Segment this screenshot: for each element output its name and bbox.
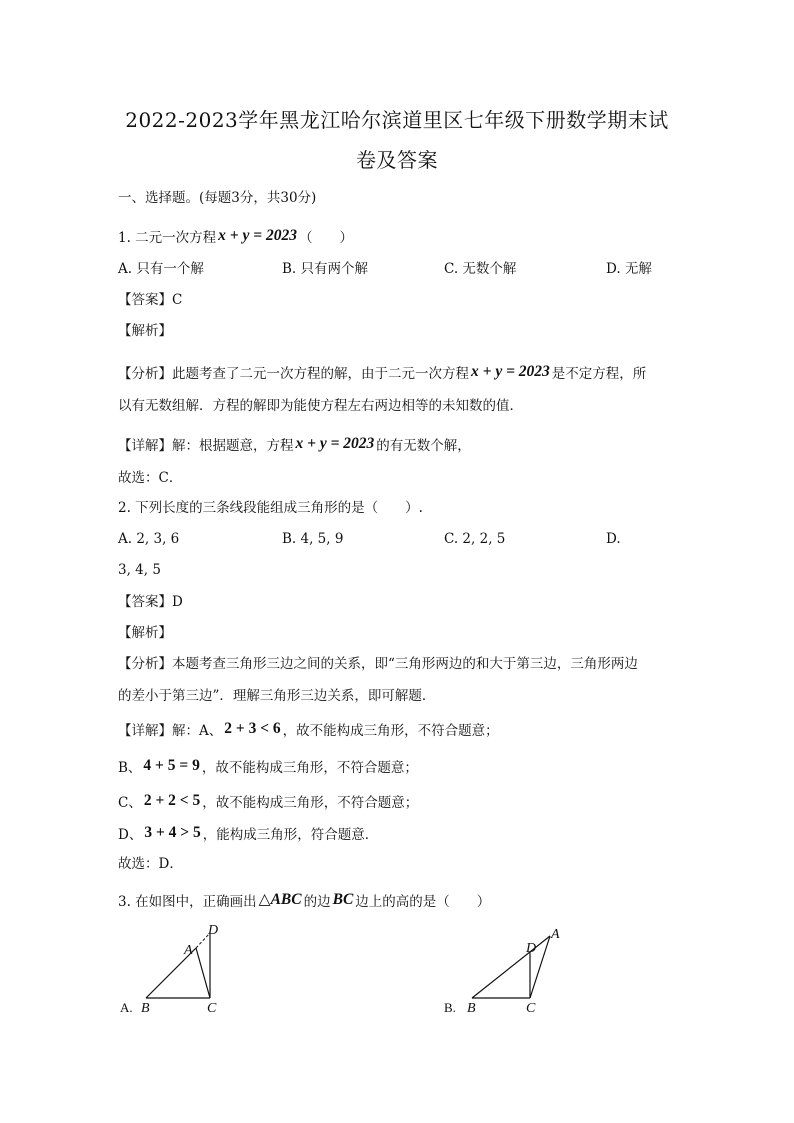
- question-2-detail-b-prefix: B、: [118, 760, 142, 776]
- figure-a-point-d: D: [208, 923, 219, 938]
- figure-a-point-c: C: [207, 1001, 217, 1016]
- question-2-detail-a: [118, 719, 499, 741]
- question-1-detail: [118, 434, 471, 456]
- question-3-stem-b: 的边: [303, 894, 331, 910]
- question-2-fenxi-line-1: 【分析】本题考查三角形三边之间的关系，即“三角形两边的和大于第三边，三角形两边: [118, 656, 638, 672]
- question-2-detail-c-math: 2 + 2 < 5: [143, 792, 201, 809]
- question-3-side: BC: [332, 891, 354, 908]
- question-1-fenxi-text-b: 是不定方程，所: [551, 366, 647, 382]
- figure-a-point-a: A: [184, 943, 193, 958]
- question-1-equation: x + y = 2023: [218, 227, 297, 244]
- question-1-prefix: 1. 二元一次方程: [118, 230, 217, 246]
- question-2-option-b: B. 4, 5, 9: [282, 531, 344, 547]
- question-1-option-d: D. 无解: [606, 261, 652, 277]
- question-1-option-a: A. 只有一个解: [118, 261, 204, 277]
- question-3-stem-c: 边上的高的是（ ）: [355, 894, 491, 910]
- page-title: 2022-2023学年黑龙江哈尔滨道里区七年级下册数学期末试: [125, 108, 669, 132]
- question-1-analysis-label: 【解析】: [118, 323, 172, 339]
- question-2-detail-d-math: 3 + 4 > 5: [144, 824, 201, 841]
- question-1-option-b: B. 只有两个解: [282, 261, 369, 277]
- question-2-detail-d-prefix: D、: [118, 827, 143, 843]
- question-2-detail-a-math: 2 + 3 < 6: [224, 720, 281, 737]
- question-1-detail-text-a: 【详解】解：根据题意，方程: [118, 438, 294, 454]
- question-1-answer: 【答案】C: [118, 292, 183, 308]
- question-2-option-d-values: 3, 4, 5: [118, 562, 161, 578]
- question-2-option-c: C. 2, 2, 5: [444, 531, 506, 547]
- page-title-cont: 卷及答案: [356, 148, 438, 172]
- question-2-fenxi-line-2: 的差小于第三边”．理解三角形三边关系，即可解题．: [118, 688, 436, 704]
- question-3-triangle: △ABC: [258, 891, 302, 908]
- question-2-detail-b-math: 4 + 5 = 9: [143, 757, 200, 774]
- question-2-stem: 2. 下列长度的三条线段能组成三角形的是（ ）.: [118, 500, 423, 516]
- question-1-bracket: （ ）: [298, 230, 353, 246]
- question-2-option-a: A. 2, 3, 6: [118, 531, 180, 547]
- figure-b-point-a: A: [551, 927, 560, 942]
- section-heading: 一、选择题。(每题3分，共30分): [118, 190, 317, 206]
- figure-b-label: B.: [444, 1000, 456, 1015]
- question-2-answer: 【答案】D: [118, 594, 183, 610]
- question-3-stem: [118, 890, 490, 912]
- figure-a-label: A.: [120, 1000, 133, 1015]
- question-1-detail-equation: x + y = 2023: [295, 435, 375, 452]
- question-2-choice: 故选：D．: [118, 856, 183, 872]
- question-1-stem: [118, 226, 353, 248]
- question-2-detail-d-suffix: ，能构成三角形，符合题意．: [202, 827, 379, 843]
- figure-b-point-c: C: [526, 1001, 536, 1016]
- figure-a-point-b: B: [141, 1001, 150, 1016]
- question-1-option-c: C. 无数个解: [444, 261, 517, 277]
- question-1-fenxi-line-1: [118, 362, 646, 384]
- question-1-choice: 故选：C．: [118, 470, 183, 486]
- figure-a-side-ac: [196, 948, 210, 998]
- question-2-detail-c-prefix: C、: [118, 795, 142, 811]
- question-2-option-d: D.: [606, 531, 621, 547]
- question-2-analysis-label: 【解析】: [118, 625, 172, 641]
- figure-a-diagram: [130, 920, 240, 1020]
- question-2-detail-c-suffix: ，故不能构成三角形，不符合题意；: [202, 795, 419, 811]
- question-1-fenxi-equation: x + y = 2023: [471, 363, 550, 380]
- question-2-detail-b: [118, 756, 418, 778]
- question-2-detail-b-suffix: ，故不能构成三角形，不符合题意；: [201, 760, 418, 776]
- question-1-detail-text-b: 的有无数个解，: [376, 438, 471, 454]
- question-2-detail-a-prefix: 【详解】解：A、: [118, 723, 223, 739]
- question-1-fenxi-line-2: 以有无数组解．方程的解即为能使方程左右两边相等的未知数的值．: [118, 398, 523, 414]
- figure-b-side-ba: [472, 936, 550, 998]
- question-2-detail-c: [118, 791, 418, 813]
- figure-b-point-b: B: [467, 1001, 476, 1016]
- figure-b-diagram: [456, 920, 576, 1020]
- question-1-fenxi-text-a: 【分析】此题考查了二元一次方程的解，由于二元一次方程: [118, 366, 469, 382]
- question-2-detail-d: [118, 823, 378, 845]
- question-2-detail-a-suffix: ，故不能构成三角形，不符合题意；: [282, 723, 499, 739]
- figure-b-point-d: D: [526, 941, 537, 956]
- question-3-stem-a: 3. 在如图中，正确画出: [118, 894, 257, 910]
